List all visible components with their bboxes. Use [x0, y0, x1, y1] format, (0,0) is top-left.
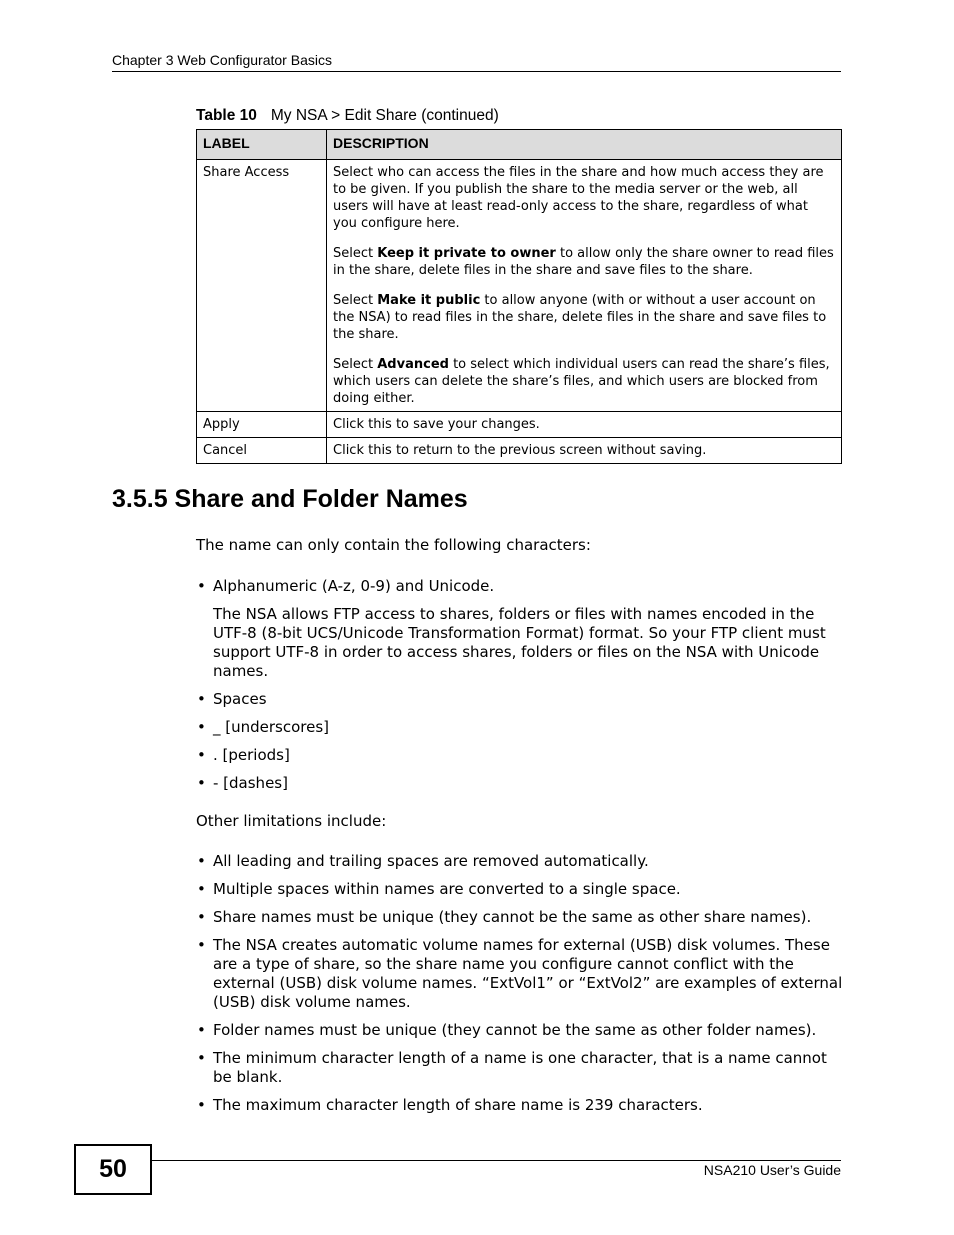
option-advanced: Advanced [377, 357, 449, 372]
description-paragraph: Select Make it public to allow anyone (with or without a user account on the NSA) to read files in the share, delete files in the share and save files to the share. [333, 293, 827, 342]
table-header-row [197, 130, 842, 160]
list-item-text: Share names must be unique (they cannot be the same as other share names). [213, 908, 812, 926]
option-keep-private: Keep it private to owner [377, 246, 556, 261]
edit-share-table [196, 129, 842, 464]
table-row-apply [197, 412, 842, 438]
column-header-description: DESCRIPTION [327, 130, 842, 160]
table-caption-label: Table 10 [196, 107, 257, 124]
row-description: Click this to save your changes. [327, 412, 842, 438]
bullet-glyph: • [197, 880, 206, 898]
limitations-intro: Other limitations include: [196, 812, 387, 830]
list-item [196, 1021, 846, 1040]
list-item-text: Folder names must be unique (they cannot be the same as other folder names). [213, 1021, 817, 1039]
list-item [196, 852, 846, 871]
list-item [196, 774, 846, 793]
header-rule [112, 71, 841, 72]
row-label: Cancel [197, 438, 327, 464]
list-item-text: - [dashes] [213, 774, 288, 792]
bullet-glyph: • [197, 774, 206, 792]
list-item [196, 936, 846, 1012]
list-item-text: . [periods] [213, 746, 290, 764]
limitations-list [196, 852, 846, 1115]
bullet-glyph: • [197, 1049, 206, 1067]
table-caption-text: My NSA > Edit Share (continued) [270, 107, 499, 124]
footer-rule [152, 1160, 841, 1161]
list-item-text: The maximum character length of share name is 239 characters. [213, 1096, 703, 1114]
section-body [196, 536, 846, 1124]
description-paragraph: Select Advanced to select which individual users can read the share’s files, which users can delete the share’s files, and which users are blocked from doing either. [333, 357, 830, 406]
table-caption [196, 107, 499, 125]
allowed-chars-list [196, 577, 846, 793]
list-item-text: _ [underscores] [213, 718, 330, 736]
description-paragraph: Select Keep it private to owner to allow only the share owner to read files in the share, delete files in the share and save files to the share. [333, 246, 834, 278]
bullet-glyph: • [197, 908, 206, 926]
bullet-glyph: • [197, 852, 206, 870]
row-description [327, 160, 842, 412]
list-item [196, 1096, 846, 1115]
bullet-glyph: • [197, 690, 206, 708]
bullet-glyph: • [197, 718, 206, 736]
table-row-cancel [197, 438, 842, 464]
bullet-glyph: • [197, 1096, 206, 1114]
list-item-text: All leading and trailing spaces are removed automatically. [213, 852, 649, 870]
bullet-glyph: • [197, 746, 206, 764]
bullet-glyph: • [197, 1021, 206, 1039]
list-item [196, 718, 846, 737]
list-item-text: The NSA creates automatic volume names for external (USB) disk volumes. These are a type of share, so the share name you configure cannot conflict with the external (USB) disk volume names. “ExtVol1” or “ExtVol2” are examples of external (USB) disk volume names. [213, 936, 843, 1011]
allowed-chars-intro: The name can only contain the following characters: [196, 536, 591, 554]
row-label: Apply [197, 412, 327, 438]
bullet-glyph: • [197, 936, 206, 954]
option-make-public: Make it public [377, 293, 481, 308]
ftp-unicode-note: The NSA allows FTP access to shares, folders or files with names encoded in the UTF-8 (8-bit UCS/Unicode Transformation Format) format. So your FTP client must support UTF-8 in order to access shares, folders or files on the NSA with Unicode names. [213, 605, 826, 680]
list-item [196, 690, 846, 709]
page-number: 50 [74, 1144, 152, 1195]
running-header-chapter: Chapter 3 Web Configurator Basics [112, 52, 332, 68]
list-item-text: Spaces [213, 690, 267, 708]
footer-guide-title: NSA210 User’s Guide [703, 1162, 841, 1178]
bullet-glyph: • [197, 577, 206, 595]
column-header-label: LABEL [197, 130, 327, 160]
list-item [196, 880, 846, 899]
table-row-share-access [197, 160, 842, 412]
row-label: Share Access [197, 160, 327, 412]
list-item [196, 746, 846, 765]
list-item-text: Multiple spaces within names are converted to a single space. [213, 880, 681, 898]
list-item [196, 908, 846, 927]
list-item [196, 577, 846, 681]
list-item-text: Alphanumeric (A-z, 0-9) and Unicode. [213, 577, 495, 595]
description-paragraph: Select who can access the files in the share and how much access they are to be given. If you publish the share to the media server or the web, all users will have at least read-only access to the share, regardless of what you configure here. [333, 165, 824, 231]
row-description: Click this to return to the previous screen without saving. [327, 438, 842, 464]
list-item [196, 1049, 846, 1087]
list-item-text: The minimum character length of a name is one character, that is a name cannot be blank. [213, 1049, 827, 1086]
section-title: 3.5.5 Share and Folder Names [112, 485, 468, 513]
